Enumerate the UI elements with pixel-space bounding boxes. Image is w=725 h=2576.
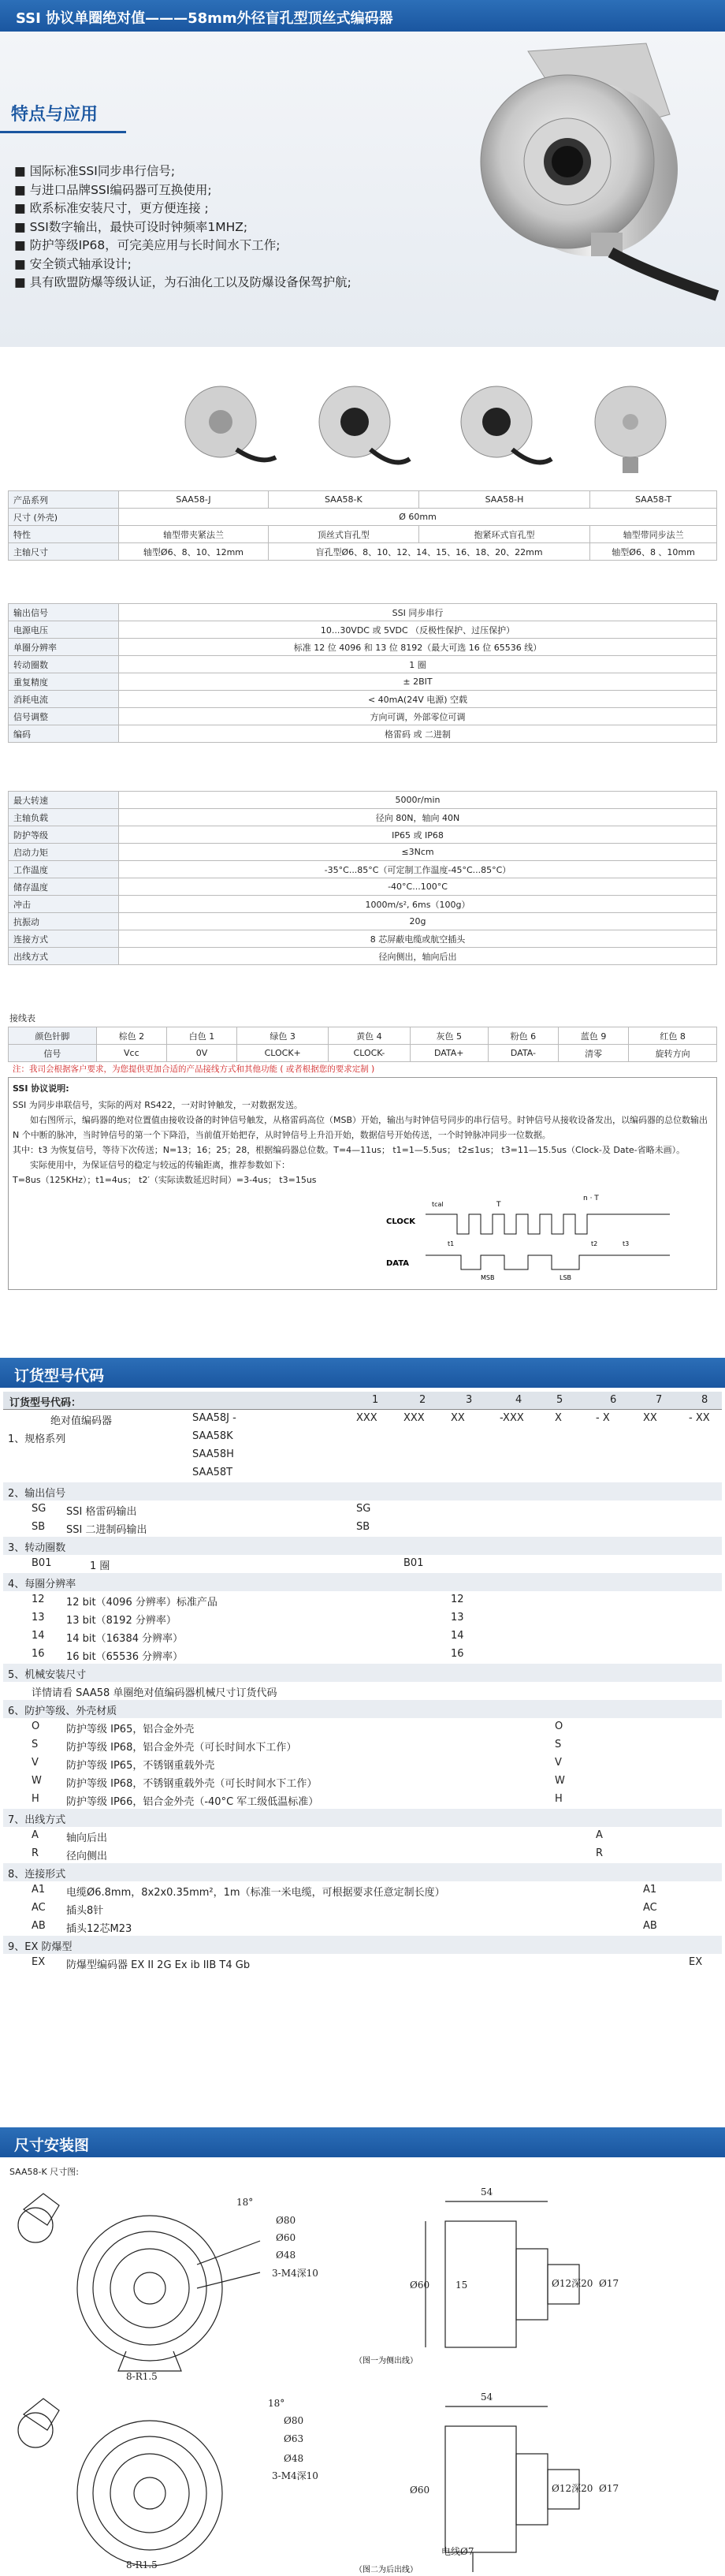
svg-text:3-M4深10: 3-M4深10 xyxy=(272,2470,318,2481)
wiring-title: 接线表 xyxy=(9,1013,35,1023)
order-row: SB SSI 二进制码输出 SB xyxy=(32,1521,370,1536)
order-row: AC 插头8针 AC xyxy=(32,1902,657,1917)
svg-text:（图一为侧出线）: （图一为侧出线） xyxy=(355,2357,418,2365)
order-row: 14 14 bit（16384 分辨率） 14 xyxy=(32,1630,464,1645)
svg-text:3-M4深10: 3-M4深10 xyxy=(272,2268,318,2279)
table-row: 防护等级 IP65 或 IP68 xyxy=(9,826,717,844)
table-row: 信号调整 方向可调，外部零位可调 xyxy=(9,708,717,725)
svg-text:（图二为后出线）: （图二为后出线） xyxy=(355,2566,418,2574)
section-title-features: 特点与应用 xyxy=(11,105,99,125)
svg-text:t2: t2 xyxy=(591,1240,598,1247)
order-row: 12 12 bit（4096 分辨率）标准产品 12 xyxy=(32,1594,464,1609)
order-row: 13 13 bit（8192 分辨率） 13 xyxy=(32,1612,464,1627)
page-title: SSI 协议单圈绝对值———58mm外径盲孔型顶丝式编码器 xyxy=(16,10,393,27)
order-row: R 径向侧出 R xyxy=(32,1847,604,1862)
wiring-note: 注：我司会根据客户要求，为您提供更加合适的产品接线方式和其他功能 ( 或者根据您的要求定制 ) xyxy=(13,1064,375,1074)
order-row: H 防护等级 IP66，铝合金外壳（-40°C 军工级低温标准） H xyxy=(32,1793,563,1808)
svg-text:n · T: n · T xyxy=(583,1195,599,1202)
table-row: 主轴尺寸 轴型Ø6、8、10、12mm 盲孔型Ø6、8、10、12、14、15、16、18、20、22mm 轴型Ø6、8 、10mm xyxy=(9,543,717,561)
order-row: 1、规格系列 xyxy=(8,1433,66,1445)
order-row: EX 防爆型编码器 EX II 2G Ex ib IIB T4 Gb EX xyxy=(32,1956,703,1971)
table-row: 抗振动 20g xyxy=(9,913,717,930)
svg-text:Ø80: Ø80 xyxy=(284,2415,304,2426)
svg-text:8-R1.5: 8-R1.5 xyxy=(126,2559,158,2570)
table-row: 颜色针脚 棕色 2 白色 1 绿色 3 黄色 4 灰色 5 粉色 6 蓝色 9 红色 8 xyxy=(9,1027,717,1045)
svg-text:DATA: DATA xyxy=(386,1259,410,1268)
order-row: 6、防护等级、外壳材质 xyxy=(3,1700,722,1718)
order-row: A1 电缆Ø6.8mm，8x2x0.35mm²，1m（标准一米电缆，可根据要求任意定制长度） A1 xyxy=(32,1884,657,1899)
order-row: AB 插头12芯M23 AB xyxy=(32,1920,657,1935)
order-row: 4、每圈分辨率 xyxy=(3,1573,722,1591)
feature-item: ■ 具有欧盟防爆等级认证，为石油化工以及防爆设备保驾护航; xyxy=(14,275,351,289)
svg-text:54: 54 xyxy=(481,2391,493,2403)
svg-text:Ø48: Ø48 xyxy=(284,2453,304,2464)
spec-table-3 xyxy=(8,791,717,965)
features-list xyxy=(14,162,351,293)
dims-title: 尺寸安装图 xyxy=(14,2137,90,2154)
table-row: 出线方式 径向侧出，轴向后出 xyxy=(9,948,717,965)
table-row: 工作温度 -35°C...85°C（可定制工作温度-45°C...85°C） xyxy=(9,861,717,878)
svg-text:CLOCK: CLOCK xyxy=(386,1217,415,1226)
order-row: 9、EX 防爆型 xyxy=(3,1936,722,1954)
order-row: W 防护等级 IP68，不锈钢重载外壳（可长时间水下工作） W xyxy=(32,1775,565,1790)
svg-text:18°: 18° xyxy=(268,2398,285,2409)
ssi-text: SSI 为同步串联信号，实际的两对 RS422，一对时钟触发，一对数据发送。 如右图所示，编码器的绝对位置值由接收设备的时钟信号触发，从格雷码高位（MSB）开始，输出与时钟信号同步的串行信号。时钟信号从接收设备发出，以编码器的总位数输出 N 个中断的脉冲，当时钟信号的第一个下降沿，当前值开始把存，从时钟信号上升沿开始，数据信号开始传送，一个时钟脉冲同步一位数据。 其中：t3 为恢复信号，等待下次传送；N=13；16；25；28，根据编码器总位数。T=4—11us； t1=1—5.5us； t2≤1us； t3=11—15.5us（Clock-及 Date-省略未画）。 实际使用中，为保证信号的稳定与较远的传输距离，推荐参数如下： T=8us（125KHz）；t1=4us； t2′（实际读数延迟时间）=3-4us； t3=15us xyxy=(13,1100,708,1185)
order-row: 2、输出信号 xyxy=(3,1482,722,1500)
order-row: 7、出线方式 xyxy=(3,1809,722,1827)
feature-item: ■ 欧系标准安装尺寸，更方便连接 ; xyxy=(14,201,209,215)
wiring-table xyxy=(8,1027,717,1062)
order-row: V 防护等级 IP65，不锈钢重载外壳 V xyxy=(32,1757,562,1772)
svg-text:电线Ø7: 电线Ø7 xyxy=(441,2546,474,2557)
spec-table-1 xyxy=(8,490,717,561)
order-row: 8、连接形式 xyxy=(3,1863,722,1881)
order-row: B01 1 圈 B01 xyxy=(32,1557,424,1572)
order-table xyxy=(3,1392,722,2105)
svg-text:LSB: LSB xyxy=(560,1274,572,1281)
order-row: A 轴向后出 A xyxy=(32,1829,603,1844)
svg-text:Ø48: Ø48 xyxy=(276,2250,296,2261)
svg-text:Ø60: Ø60 xyxy=(410,2485,430,2496)
order-row: 详情请看 SAA58 单圈绝对值编码器机械尺寸订货代码 xyxy=(32,1687,277,1699)
table-row: 产品系列 SAA58-J SAA58-K SAA58-H SAA58-T xyxy=(9,491,717,509)
ssi-title: SSI 协议说明: xyxy=(13,1083,69,1094)
order-row: 16 16 bit（65536 分辨率） 16 xyxy=(32,1648,464,1663)
feature-item: ■ SSI数字输出，最快可设时钟频率1MHZ; xyxy=(14,219,248,234)
encoder-hero-image xyxy=(410,35,725,311)
svg-text:MSB: MSB xyxy=(481,1274,495,1281)
order-bar xyxy=(0,1358,725,1388)
order-row: 5、机械安装尺寸 xyxy=(3,1664,722,1682)
table-row: 电源电压 10...30VDC 或 5VDC （反极性保护、过压保护） xyxy=(9,621,717,639)
svg-text:Ø63: Ø63 xyxy=(284,2433,304,2444)
table-row: 重复精度 ± 2BIT xyxy=(9,673,717,691)
svg-text:Ø17: Ø17 xyxy=(599,2278,619,2289)
order-row: 3、转动圈数 xyxy=(3,1537,722,1555)
dimension-drawings xyxy=(0,2178,725,2576)
order-row: SG SSI 格雷码输出 SG xyxy=(32,1503,371,1518)
svg-text:15: 15 xyxy=(455,2280,468,2291)
svg-text:Ø80: Ø80 xyxy=(276,2215,296,2226)
feature-item: ■ 国际标准SSI同步串行信号; xyxy=(14,164,176,178)
order-row: SAA58H xyxy=(192,1448,234,1460)
order-row: SAA58T xyxy=(192,1467,233,1478)
table-row: 编码 格雷码 或 二进制 xyxy=(9,725,717,743)
table-row: 消耗电流 < 40mA(24V 电源) 空载 xyxy=(9,691,717,708)
svg-text:t3: t3 xyxy=(623,1240,630,1247)
order-header: 订货型号代码： 1 2 3 4 5 6 7 8 xyxy=(3,1392,722,1410)
svg-text:Ø12深20: Ø12深20 xyxy=(552,2483,593,2494)
feature-item: ■ 与进口品牌SSI编码器可互换使用; xyxy=(14,182,212,197)
order-row: SAA58K xyxy=(192,1430,233,1442)
svg-text:8-R1.5: 8-R1.5 xyxy=(126,2371,158,2382)
order-row: O 防护等级 IP65，铝合金外壳 O xyxy=(32,1720,563,1735)
svg-text:Ø60: Ø60 xyxy=(410,2280,430,2291)
table-row: 转动圈数 1 圈 xyxy=(9,656,717,673)
dims-subtitle: SAA58-K 尺寸图: xyxy=(9,2167,79,2177)
table-row: 最大转速 5000r/min xyxy=(9,792,717,809)
svg-text:Ø17: Ø17 xyxy=(599,2483,619,2494)
spec-table-2 xyxy=(8,603,717,743)
feature-item: ■ 安全锁式轴承设计; xyxy=(14,256,132,271)
table-row: 输出信号 SSI 同步串行 xyxy=(9,604,717,621)
order-top-row: 绝对值编码器 SAA58J - XXX XXX XX -XXX X - X XX - XX xyxy=(50,1412,710,1427)
svg-text:54: 54 xyxy=(481,2186,493,2198)
table-row: 尺寸 (外壳) Ø 60mm xyxy=(9,509,717,526)
order-row: S 防护等级 IP68，铝合金外壳（可长时间水下工作） S xyxy=(32,1739,562,1754)
svg-text:Ø60: Ø60 xyxy=(276,2232,296,2243)
table-row: 冲击 1000m/s², 6ms（100g） xyxy=(9,896,717,913)
table-row: 信号 Vcc 0V CLOCK+ CLOCK- DATA+ DATA- 清零 旋转方向 xyxy=(9,1045,717,1062)
table-row: 储存温度 -40°C...100°C xyxy=(9,878,717,896)
table-row: 连接方式 8 芯屏蔽电缆或航空插头 xyxy=(9,930,717,948)
feature-item: ■ 防护等级IP68，可完美应用与长时间水下工作; xyxy=(14,238,281,252)
svg-text:t1: t1 xyxy=(448,1240,455,1247)
svg-text:T: T xyxy=(496,1201,501,1209)
table-row: 单圈分辨率 标准 12 位 4096 和 13 位 8192（最大可选 16 位 65536 线） xyxy=(9,639,717,656)
product-photos xyxy=(158,371,709,481)
svg-text:Ø12深20: Ø12深20 xyxy=(552,2278,593,2289)
svg-text:18°: 18° xyxy=(236,2197,254,2208)
table-row: 特性 轴型带夹紧法兰 顶丝式盲孔型 抱紧环式盲孔型 轴型带同步法兰 xyxy=(9,526,717,543)
table-row: 启动力矩 ≤3Ncm xyxy=(9,844,717,861)
table-row: 主轴负载 径向 80N，轴向 40N xyxy=(9,809,717,826)
order-title: 订货型号代码 xyxy=(14,1367,105,1385)
ssi-timing-diagram xyxy=(370,1191,717,1285)
dims-bar xyxy=(0,2127,725,2157)
svg-text:tcal: tcal xyxy=(432,1201,444,1208)
